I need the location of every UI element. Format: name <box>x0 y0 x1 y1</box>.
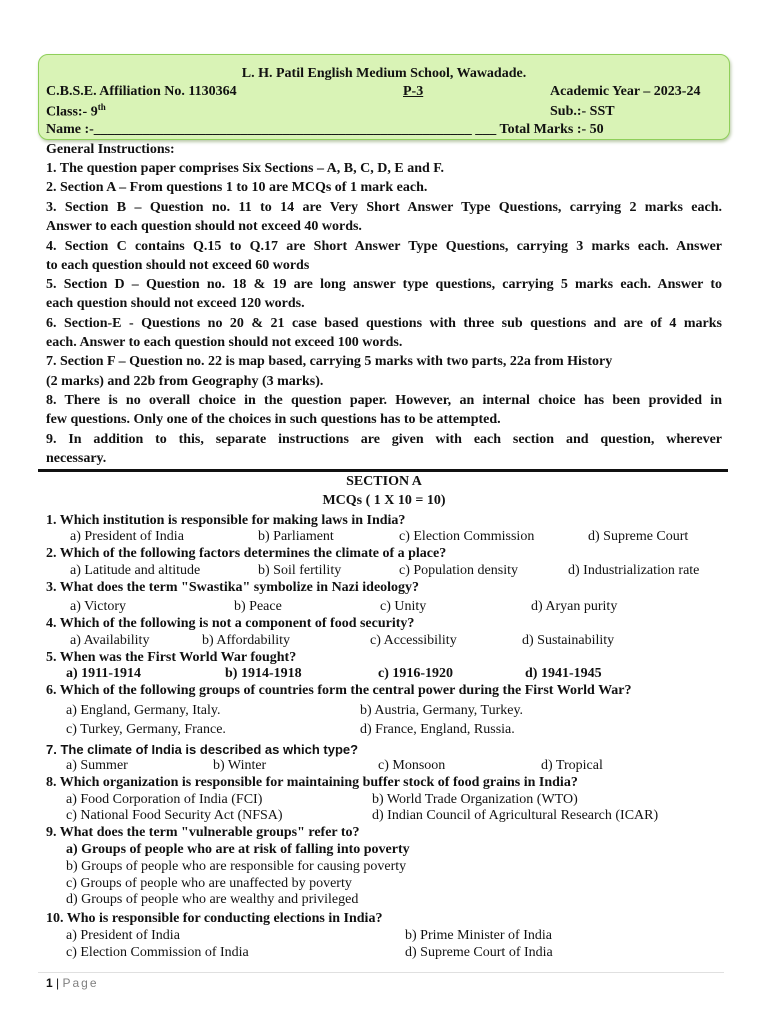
option: d) Industrialization rate <box>568 563 700 578</box>
option: a) Latitude and altitude <box>70 563 201 578</box>
option: a) England, Germany, Italy. <box>66 703 221 718</box>
question-8: 8. Which organization is responsible for maintaining buffer stock of food grains in India? <box>46 775 578 790</box>
affiliation-number: C.B.S.E. Affiliation No. 1130364 <box>46 84 237 99</box>
option: a) 1911-1914 <box>66 666 142 681</box>
question-9: 9. What does the term "vulnerable groups" refer to? <box>46 825 360 840</box>
name-line: Name :-______________________________________________________ ___ Total Marks :- 50 <box>46 122 604 137</box>
option: a) Groups of people who are at risk of falling into poverty <box>66 842 410 857</box>
option: a) Availability <box>70 633 150 648</box>
question-5: 5. When was the First World War fought? <box>46 650 297 665</box>
option: c) Groups of people who are unaffected by poverty <box>66 876 352 891</box>
instruction-line: 2. Section A – From questions 1 to 10 are MCQs of 1 mark each. <box>46 180 428 195</box>
option: a) Victory <box>70 599 127 614</box>
instruction-line: each. Answer to each question should not exceed 100 words. <box>46 335 403 350</box>
option: c) Accessibility <box>370 633 457 648</box>
page-number: 1 <box>46 976 53 990</box>
footer-divider <box>38 972 724 973</box>
subject: Sub.:- SST <box>550 104 615 119</box>
instruction-line: 5. Section D – Question no. 18 & 19 are long answer type questions, carrying 5 marks each. Answer to <box>46 277 722 292</box>
option: b) Peace <box>234 599 282 614</box>
question-3: 3. What does the term "Swastika" symbolize in Nazi ideology? <box>46 580 420 595</box>
option: d) Supreme Court of India <box>405 945 553 960</box>
instruction-line: 9. In addition to this, separate instructions are given with each section and question, wherever <box>46 432 722 447</box>
option: a) President of India <box>70 529 184 544</box>
instruction-line: few questions. Only one of the choices in such questions has to be attempted. <box>46 412 501 427</box>
instruction-line: to each question should not exceed 60 words <box>46 258 310 273</box>
option: a) Summer <box>66 758 128 773</box>
option: b) World Trade Organization (WTO) <box>372 792 578 807</box>
option: d) Supreme Court <box>588 529 689 544</box>
option: a) Food Corporation of India (FCI) <box>66 792 263 807</box>
option: b) Soil fertility <box>258 563 342 578</box>
option: c) Population density <box>399 563 518 578</box>
question-2: 2. Which of the following factors determines the climate of a place? <box>46 546 447 561</box>
option: d) Sustainability <box>522 633 615 648</box>
option: d) France, England, Russia. <box>360 722 515 737</box>
section-subtitle: MCQs ( 1 X 10 = 10) <box>322 493 446 508</box>
option: c) 1916-1920 <box>378 666 454 681</box>
option: c) National Food Security Act (NFSA) <box>66 808 283 823</box>
option: a) President of India <box>66 928 180 943</box>
question-1: 1. Which institution is responsible for making laws in India? <box>46 513 406 528</box>
class-superscript: th <box>97 102 106 112</box>
option: b) Winter <box>213 758 267 773</box>
option: c) Election Commission of India <box>66 945 249 960</box>
instruction-line: necessary. <box>46 451 107 466</box>
option: c) Unity <box>380 599 427 614</box>
instruction-line: 7. Section F – Question no. 22 is map based, carrying 5 marks with two parts, 22a from History <box>46 354 613 369</box>
question-10: 10. Who is responsible for conducting elections in India? <box>46 911 383 926</box>
option: b) 1914-1918 <box>225 666 302 681</box>
instruction-line: 3. Section B – Question no. 11 to 14 are Very Short Answer Type Questions, carrying 2 marks each. <box>46 200 722 215</box>
class-label <box>46 102 106 121</box>
option: b) Austria, Germany, Turkey. <box>360 703 524 718</box>
section-title: SECTION A <box>346 474 422 489</box>
option: b) Affordability <box>202 633 291 648</box>
question-7: 7. The climate of India is described as which type? <box>46 742 359 757</box>
option: d) Indian Council of Agricultural Research (ICAR) <box>372 808 659 823</box>
class-text: Class:- 9 <box>46 104 98 120</box>
instruction-line: 6. Section-E - Questions no 20 & 21 case based questions with three sub questions and are of 4 marks <box>46 316 722 331</box>
option: d) Groups of people who are wealthy and privileged <box>66 892 359 907</box>
instruction-line: (2 marks) and 22b from Geography (3 marks). <box>46 374 324 389</box>
option: d) Tropical <box>541 758 603 773</box>
instruction-line: 8. There is no overall choice in the question paper. However, an internal choice has been provided in <box>46 393 722 408</box>
option: b) Parliament <box>258 529 334 544</box>
instructions-title: General Instructions: <box>46 142 175 157</box>
page-label: Page <box>62 976 99 990</box>
option: d) 1941-1945 <box>525 666 602 681</box>
option: b) Prime Minister of India <box>405 928 552 943</box>
school-name: L. H. Patil English Medium School, Wawadade. <box>241 66 527 81</box>
paper-code: P-3 <box>403 84 424 99</box>
option: c) Monsoon <box>378 758 446 773</box>
instruction-line: 1. The question paper comprises Six Sections – A, B, C, D, E and F. <box>46 161 445 176</box>
instruction-line: 4. Section C contains Q.15 to Q.17 are Short Answer Type Questions, carrying 3 marks each. Answer <box>46 239 722 254</box>
option: c) Election Commission <box>399 529 535 544</box>
section-divider <box>38 469 728 472</box>
option: c) Turkey, Germany, France. <box>66 722 226 737</box>
page-footer <box>46 976 99 990</box>
question-6: 6. Which of the following groups of countries form the central power during the First World War? <box>46 683 632 698</box>
academic-year: Academic Year – 2023-24 <box>550 84 701 99</box>
instruction-line: Answer to each question should not exceed 40 words. <box>46 219 362 234</box>
page-separator: | <box>56 976 60 990</box>
instruction-line: each question should not exceed 120 words. <box>46 296 305 311</box>
option: b) Groups of people who are responsible for causing poverty <box>66 859 407 874</box>
option: d) Aryan purity <box>531 599 618 614</box>
question-4: 4. Which of the following is not a component of food security? <box>46 616 415 631</box>
